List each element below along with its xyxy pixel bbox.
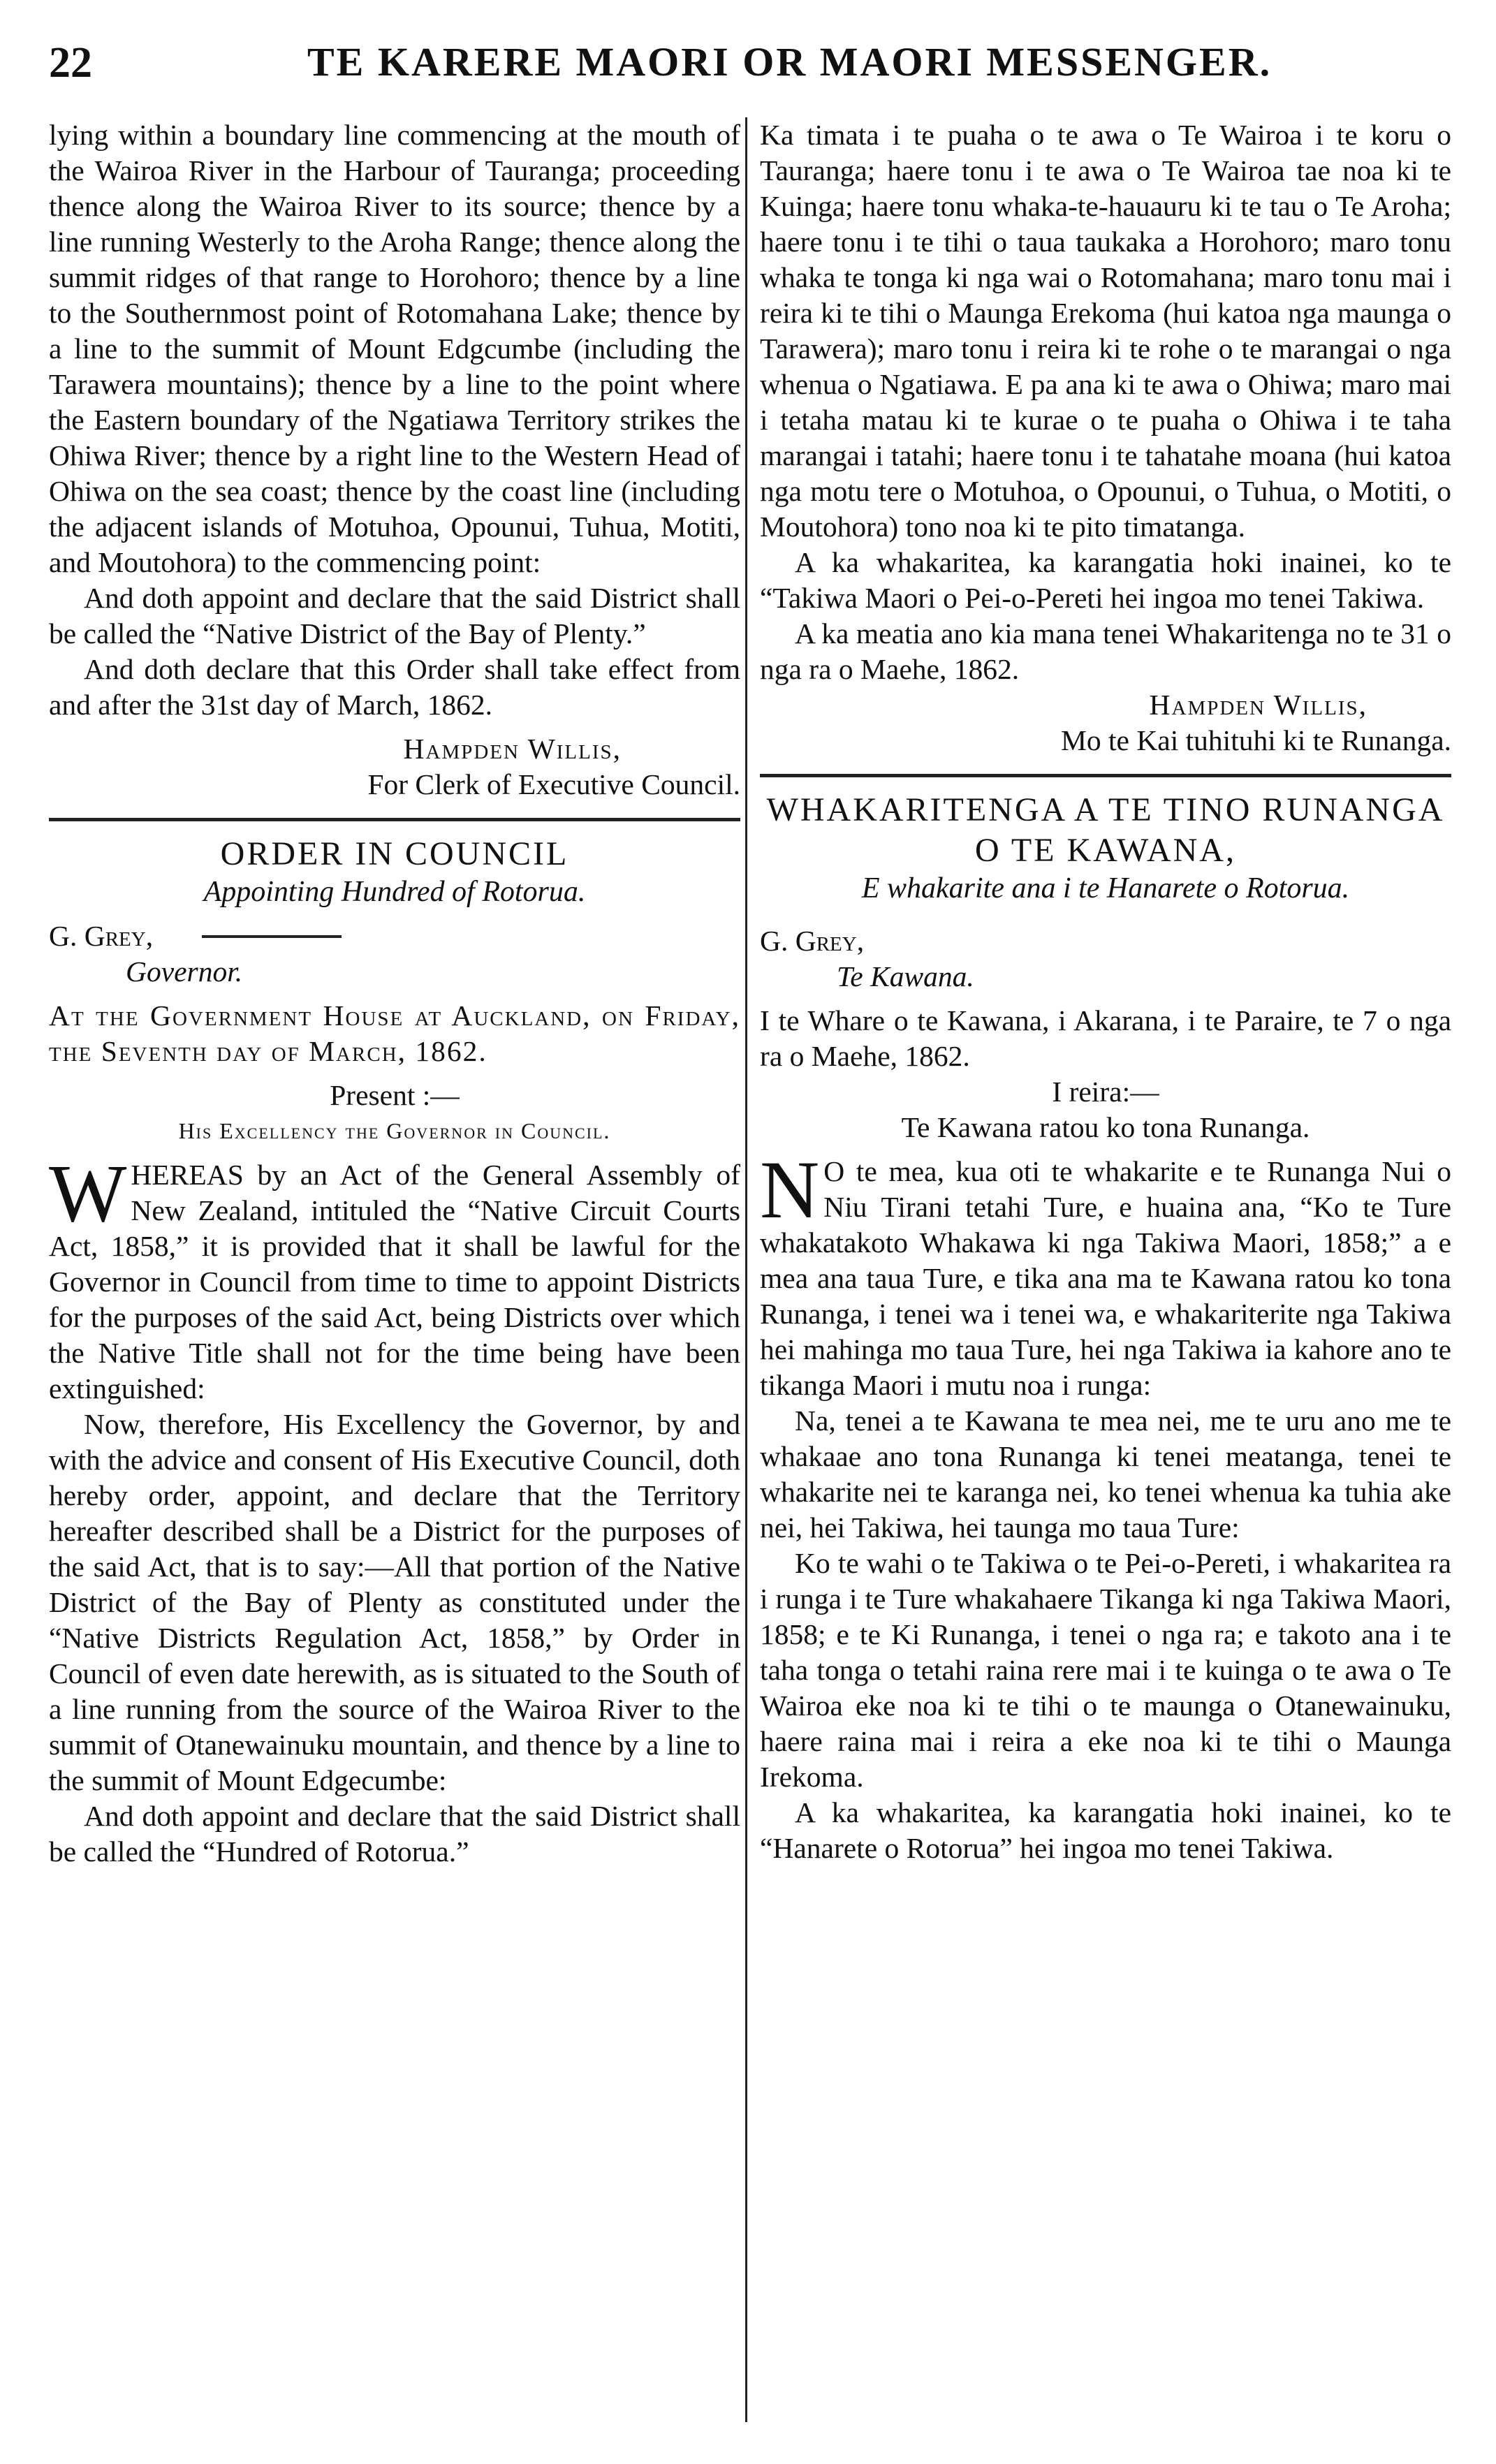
governor-name: G. Grey, (49, 920, 154, 952)
page-header (49, 38, 1446, 101)
order-title-maori: WHAKARITENGA A TE TINO RUNANGA O TE KAWANA, (766, 791, 1445, 869)
council-location-maori: I te Whare o te Kawana, i Akarana, i te Paraire, te 7 o nga ra o Maehe, 1862. (760, 1004, 1451, 1072)
governor-title-maori: Te Kawana. (837, 960, 974, 992)
signature-title-maori: Mo te Kai tuhituhi ki te Runanga. (1060, 724, 1451, 756)
order-title: ORDER IN COUNCIL (220, 835, 569, 872)
running-title: TE KARERE MAORI OR MAORI MESSENGER. (307, 39, 1273, 85)
section-divider-maori (760, 774, 1451, 777)
governor-title: Governor. (126, 955, 243, 988)
order-subtitle: Appointing Hundred of Rotorua. (203, 876, 586, 908)
governor-signature (49, 918, 740, 954)
present-heading-maori: I reira:— (1052, 1076, 1159, 1108)
english-column (49, 117, 740, 1870)
order-subtitle-maori: E whakarite ana i te Hanarete o Rotorua. (861, 872, 1350, 904)
effective-date-paragraph: And doth declare that this Order shall take effect from and after the 31st day of March, 1862. (49, 653, 740, 721)
effective-date-paragraph-maori: A ka meatia ano kia mana tenei Whakaritenga no te 31 o nga ra o Maehe, 1862. (760, 617, 1451, 685)
signature-name: Hampden Willis, (403, 733, 622, 765)
ko-te-wahi-paragraph: Ko te wahi o te Takiwa o te Pei-o-Pereti, i whakaritea ra i runga i te Ture whakahaere Tikanga ki nga Takiwa Maori, 1858; e te Ki Runanga, i tenei o nga ra; e takoto ana i te taha tonga o tetahi raina rere mai i te kuinga o te awa o Te Wairoa eke noa ki te tihi o te maunga o Otanewainuku, haere raina mai i reira a eke noa ki te tihi o Maunga Irekoma. (760, 1547, 1451, 1793)
page-number: 22 (49, 39, 92, 87)
no-te-mea-paragraph: NO te mea, kua oti te whakarite e te Runanga Nui o Niu Tirani tetahi Ture, e huaina ana, “Ko te Ture whakatakoto Whakawa ki nga Takiwa Maori, 1858;” a e mea ana taua Ture, e tika ana ma te Kawana ratou ko tona Runanga, i tenei wa i tenei wa, e whakariterite nga Takiwa hei mahinga mo taua Ture, hei nga Takiwa ia kahore ano te tikanga Maori i mutu noa i runga: (760, 1144, 1451, 1401)
district-naming-paragraph-maori: A ka whakaritea, ka karangatia hoki inainei, ko te “Takiwa Maori o Pei-o-Pereti hei ingoa mo tenei Takiwa. (760, 546, 1451, 614)
hanarete-naming-paragraph: A ka whakaritea, ka karangatia hoki inainei, ko te “Hanarete o Rotorua” hei ingoa mo tenei Takiwa. (760, 1796, 1451, 1864)
present-heading: Present :— (330, 1079, 460, 1111)
hundred-naming-paragraph: And doth appoint and declare that the said District shall be called the “Hundred of Rotorua.” (49, 1800, 740, 1868)
na-tenei-paragraph: Na, tenei a te Kawana te mea nei, me te uru ano me te whakaae ano tona Runanga ki tenei meatanga, tenei te whakarite nei te karanga nei, ko tenei whenua ka tuhia ake nei, hei Takiwa, hei taunga mo taua Ture: (760, 1405, 1451, 1543)
signature-dash (202, 935, 342, 938)
now-therefore-paragraph: Now, therefore, His Excellency the Governor, by and with the advice and consent of His Executive Council, doth hereby order, appoint, and declare that the Territory hereafter described shall be a District for the purposes of the said Act, that is to say:—All that portion of the Native District of the Bay of Plenty as constituted under the “Native Districts Regulation Act, 1858,” by Order in Council of even date herewith, as is situated to the South of a line running from the source of the Wairoa River to the summit of Otanewainuku mountain, and thence by a line to the summit of Mount Edgecumbe: (49, 1408, 740, 1796)
boundary-paragraph: lying within a boundary line commencing at the mouth of the Wairoa River in the Harbour of Tauranga; proceeding thence along the Wairoa River to its source; thence by a line running Westerly to the Aroha Range; thence along the summit ridges of that range to Horohoro; thence by a line to the Southernmost point of Rotomahana Lake; thence by a line to the summit of Mount Edgcumbe (including the Tarawera mountains); thence by a line to the point where the Eastern boundary of the Ngatiawa Territory strikes the Ohiwa River; thence by a right line to the Western Head of Ohiwa on the sea coast; thence by the coast line (including the adjacent islands of Motuhoa, Opounui, Tuhua, Motiti, and Moutohora) to the commencing point: (49, 119, 740, 578)
council-location: At the Government House at Auckland, on Friday, the Seventh day of March, 1862. (49, 999, 740, 1067)
signature-title: For Clerk of Executive Council. (367, 768, 740, 800)
boundary-paragraph-maori: Ka timata i te puaha o te awa o Te Wairoa i te koru o Tauranga; haere tonu i te awa o Te Wairoa tae noa ki te Kuinga; haere tonu whaka-te-hauauru ki te tau o Te Aroha; haere tonu i te tihi o taua taukaka a Horohoro; maro tonu whaka te tonga ki nga wai o Rotomahana; maro tonu mai i reira ki te tihi o Maunga Erekoma (hui katoa nga maunga o Tarawera); maro tonu i reira ki te rohe o te marangai o nga whenua o Ngatiawa. E pa ana ki te awa o Ohiwa; maro mai i tetaha matau ki te kurae o te puaha o Ohiwa i te taha marangai i tatahi; haere tonu i te tahatahe moana (hui katoa nga motu tere o Motuhoa, o Opounui, o Tuhua, o Motiti, o Moutohora) tono noa ki te pito timatanga. (760, 119, 1451, 543)
section-divider (49, 818, 740, 821)
column-divider (745, 117, 747, 2422)
his-excellency-line: His Excellency the Governor in Council. (178, 1118, 611, 1143)
governor-name-maori: G. Grey, (760, 925, 865, 957)
signature-name-maori: Hampden Willis, (1149, 689, 1367, 721)
council-line-maori: Te Kawana ratou ko tona Runanga. (901, 1111, 1310, 1143)
whereas-paragraph: WHEREAS by an Act of the General Assembly of New Zealand, intituled the “Native Circuit Courts Act, 1858,” it is provided that it shall be lawful for the Governor in Council from time to time to appoint Districts for the purposes of the said Act, being Districts over which the Native Title shall not for the time being have been extinguished: (49, 1147, 740, 1405)
maori-column (760, 117, 1451, 1866)
district-naming-paragraph: And doth appoint and declare that the said District shall be called the “Native District of the Bay of Plenty.” (49, 582, 740, 650)
